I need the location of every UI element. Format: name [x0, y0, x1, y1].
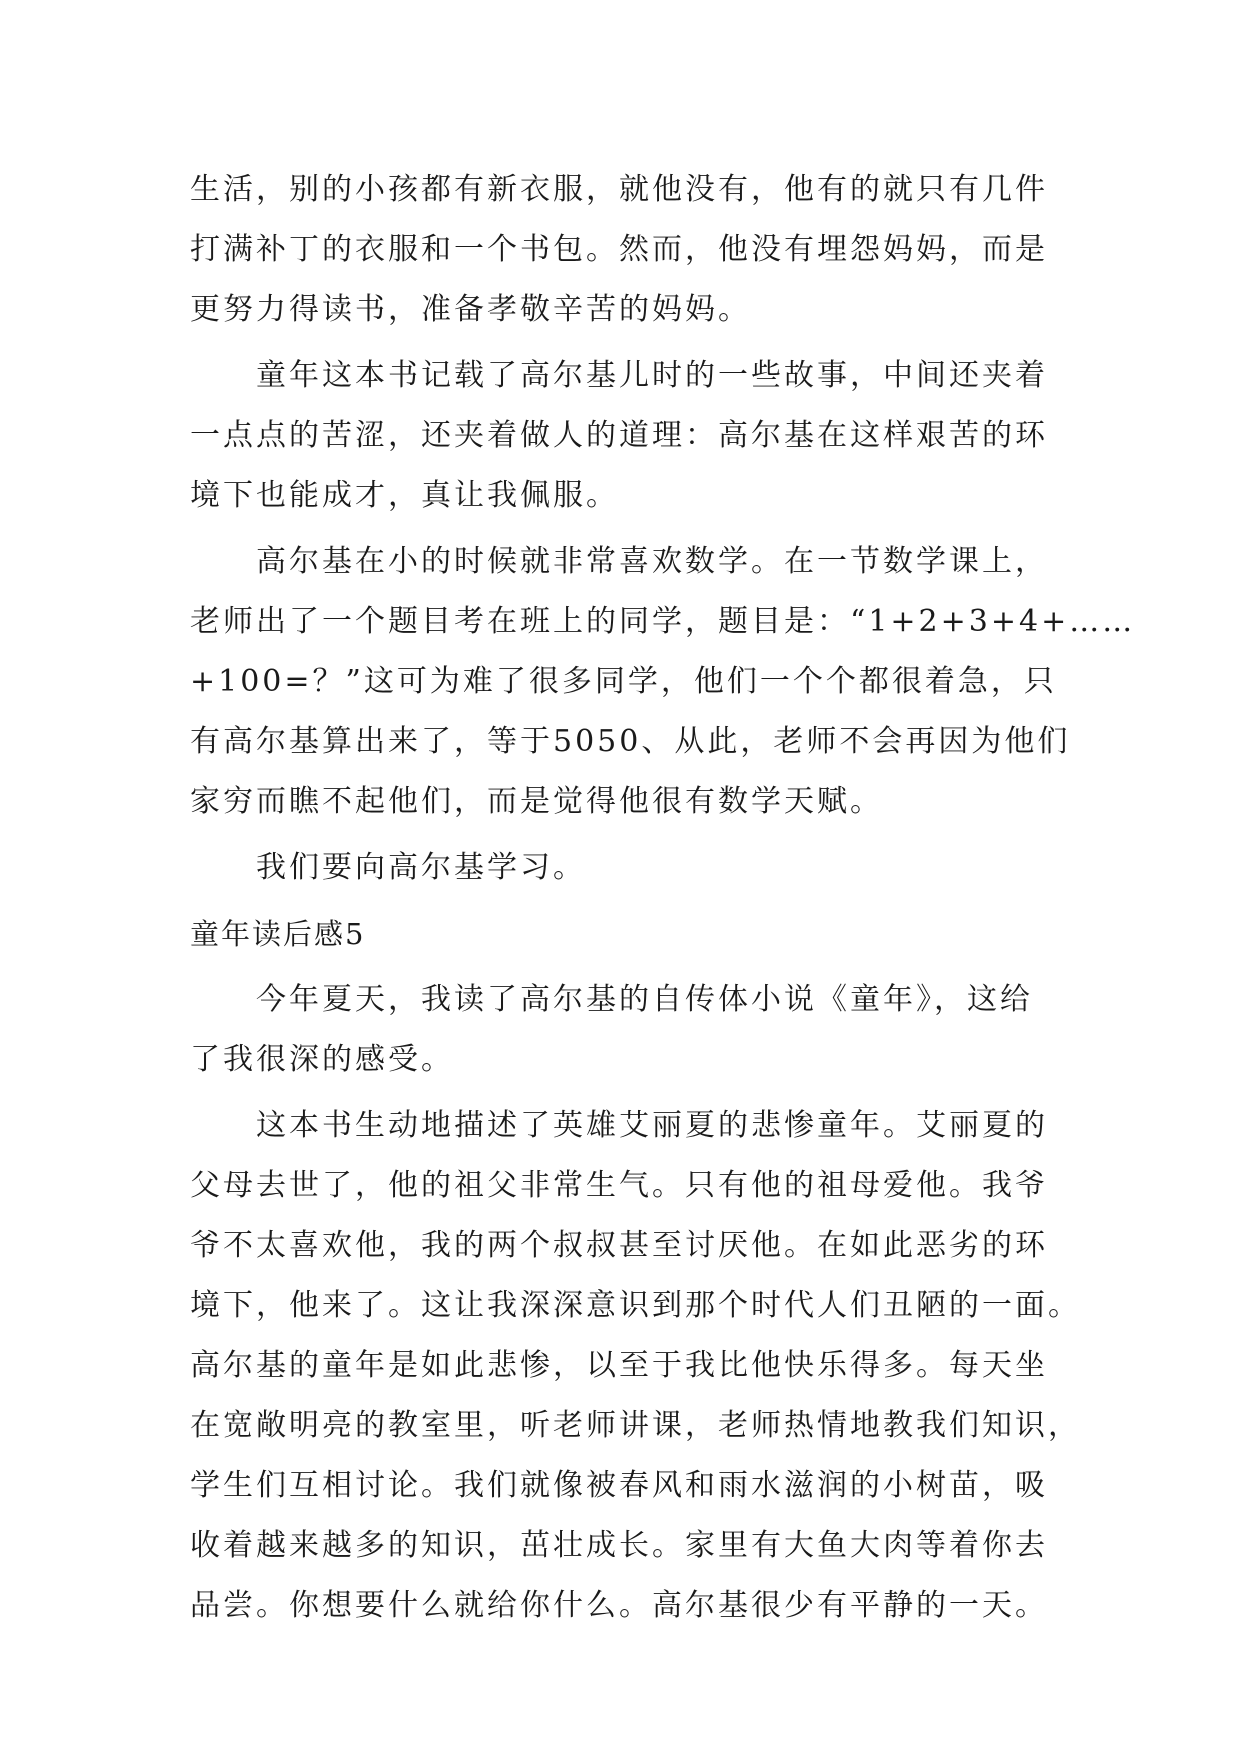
text-line: 一点点的苦涩，还夹着做人的道理：高尔基在这样艰苦的环	[190, 418, 1048, 453]
text-line: 童年这本书记载了高尔基儿时的一些故事，中间还夹着	[256, 358, 1048, 393]
text-line: 这本书生动地描述了英雄艾丽夏的悲惨童年。艾丽夏的	[256, 1108, 1048, 1143]
text-line: 有高尔基算出来了，等于5050、从此，老师不会再因为他们	[190, 724, 1071, 759]
text-line: 高尔基的童年是如此悲惨，以至于我比他快乐得多。每天坐	[190, 1348, 1048, 1383]
text-line: 老师出了一个题目考在班上的同学，题目是：“1+2+3+4+……	[190, 604, 1136, 639]
text-line: 收着越来越多的知识，茁壮成长。家里有大鱼大肉等着你去	[190, 1528, 1048, 1563]
text-line: 高尔基在小的时候就非常喜欢数学。在一节数学课上，	[256, 544, 1048, 579]
section-heading: 童年读后感5	[190, 917, 366, 951]
text-line: 爷不太喜欢他，我的两个叔叔甚至讨厌他。在如此恶劣的环	[190, 1228, 1048, 1263]
text-line: 今年夏天，我读了高尔基的自传体小说《童年》，这给	[256, 982, 1033, 1017]
text-line: 我们要向高尔基学习。	[256, 850, 586, 885]
text-line: 品尝。你想要什么就给你什么。高尔基很少有平静的一天。	[190, 1588, 1048, 1623]
text-line: 父母去世了，他的祖父非常生气。只有他的祖母爱他。我爷	[190, 1168, 1048, 1203]
text-line: 家穷而瞧不起他们，而是觉得他很有数学天赋。	[190, 784, 883, 819]
text-line: 境下也能成才，真让我佩服。	[190, 478, 619, 513]
text-line: 境下，他来了。这让我深深意识到那个时代人们丑陋的一面。	[190, 1288, 1081, 1323]
text-line: +100=？”这可为难了很多同学，他们一个个都很着急，只	[190, 664, 1057, 699]
text-line: 了我很深的感受。	[190, 1042, 454, 1077]
text-line: 打满补丁的衣服和一个书包。然而，他没有埋怨妈妈，而是	[190, 232, 1048, 267]
text-line: 生活，别的小孩都有新衣服，就他没有，他有的就只有几件	[190, 172, 1048, 207]
text-line: 学生们互相讨论。我们就像被春风和雨水滋润的小树苗，吸	[190, 1468, 1048, 1503]
body-text	[190, 160, 1136, 1636]
text-line: 在宽敞明亮的教室里，听老师讲课，老师热情地教我们知识，	[190, 1408, 1081, 1443]
text-line: 更努力得读书，准备孝敬辛苦的妈妈。	[190, 292, 751, 327]
